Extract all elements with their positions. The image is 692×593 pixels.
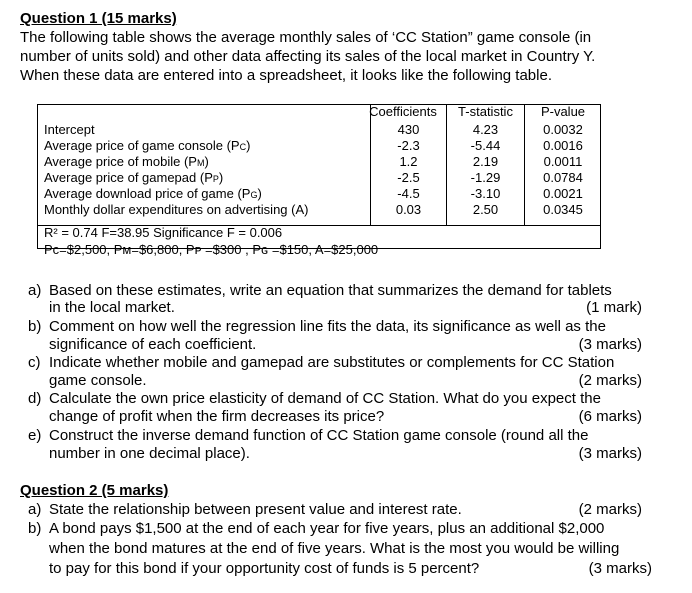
table-footer-values: Pᴄ=$2,500, Pᴍ=$6,800, Pᴘ =$300 , Pɢ =$150, A=$25,000 xyxy=(44,242,379,257)
item-marks: (3 marks) xyxy=(578,336,642,353)
question-1-intro xyxy=(20,28,660,85)
row-label: Intercept xyxy=(44,122,95,137)
regression-table xyxy=(37,104,601,257)
item-letter: a) xyxy=(28,501,42,518)
intro-line: When these data are entered into a spreadsheet, it looks like the following table. xyxy=(20,67,552,84)
item-text-line: Based on these estimates, write an equation that summarizes the demand for tablets xyxy=(49,282,612,299)
t-cell: 2.19 xyxy=(472,154,499,169)
question-2-item-b xyxy=(28,519,652,579)
question-1-item-e xyxy=(28,426,648,462)
t-cell: -1.29 xyxy=(470,170,501,185)
item-letter: c) xyxy=(28,354,41,371)
coef-cell: 430 xyxy=(397,122,420,137)
coef-cell: -2.3 xyxy=(397,138,420,153)
item-text-line: when the bond matures at the end of five years. What is the most you would be willing xyxy=(49,540,620,557)
item-letter: b) xyxy=(28,318,42,335)
p-cell: 0.0011 xyxy=(543,154,583,169)
header-coefficients: Coefficients xyxy=(369,104,437,119)
p-cell: 0.0345 xyxy=(543,202,583,217)
item-text-line: game console. xyxy=(49,372,147,389)
question-1-item-c xyxy=(28,353,648,389)
item-letter: d) xyxy=(28,390,42,407)
question-1-title: Question 1 (15 marks) xyxy=(20,10,177,27)
item-letter: e) xyxy=(28,427,42,444)
question-1-item-d xyxy=(28,389,648,425)
question-1-item-a xyxy=(28,281,648,317)
item-letter: b) xyxy=(28,520,42,537)
item-text-line: significance of each coefficient. xyxy=(49,336,257,353)
item-text-line: State the relationship between present value and interest rate. xyxy=(49,501,462,518)
intro-line: number of units sold) and other data affecting its sales of the local market in Country Y. xyxy=(20,48,596,65)
item-text-line: in the local market. xyxy=(49,299,175,316)
item-text-line: A bond pays $1,500 at the end of each year for five years, plus an additional $2,000 xyxy=(49,520,605,537)
item-text-line: change of profit when the firm decreases its price? xyxy=(49,408,385,425)
p-cell: 0.0021 xyxy=(543,186,583,201)
item-text-line: Comment on how well the regression line fits the data, its significance as well as the xyxy=(49,318,606,335)
t-cell: 2.50 xyxy=(472,202,499,217)
item-marks: (1 mark) xyxy=(586,299,642,316)
row-label: Monthly dollar expenditures on advertising (A) xyxy=(44,202,309,217)
t-cell: -3.10 xyxy=(470,186,501,201)
p-cell: 0.0032 xyxy=(543,122,583,137)
row-label: Average download price of game (PG) xyxy=(44,186,262,201)
item-marks: (2 marks) xyxy=(578,372,642,389)
coef-cell: 1.2 xyxy=(399,154,418,169)
item-text-line: Indicate whether mobile and gamepad are substitutes or complements for CC Station xyxy=(49,354,615,371)
item-text-line: Calculate the own price elasticity of demand of CC Station. What do you expect the xyxy=(49,390,601,407)
row-label: Average price of game console (PC) xyxy=(44,138,251,153)
item-marks: (3 marks) xyxy=(588,560,652,577)
row-label: Average price of gamepad (PP) xyxy=(44,170,224,185)
item-marks: (3 marks) xyxy=(578,445,642,462)
question-2-title: Question 2 (5 marks) xyxy=(20,482,169,499)
item-text-line: Construct the inverse demand function of CC Station game console (round all the xyxy=(49,427,589,444)
coef-cell: -4.5 xyxy=(397,186,420,201)
item-marks: (2 marks) xyxy=(578,501,642,518)
intro-line: The following table shows the average monthly sales of ‘CC Station” game console (in xyxy=(20,29,592,46)
row-label: Average price of mobile (PM) xyxy=(44,154,209,169)
p-cell: 0.0016 xyxy=(543,138,583,153)
item-text-line: number in one decimal place). xyxy=(49,445,250,462)
header-p-value: P-value xyxy=(540,104,586,119)
item-text-line: to pay for this bond if your opportunity cost of funds is 5 percent? xyxy=(49,560,480,577)
coef-cell: 0.03 xyxy=(395,202,422,217)
table-footer-r2: R² = 0.74 F=38.95 Significance F = 0.006 xyxy=(44,225,283,240)
header-t-statistic: T-statistic xyxy=(458,104,513,119)
p-cell: 0.0784 xyxy=(543,170,583,185)
coef-cell: -2.5 xyxy=(397,170,420,185)
question-2-item-a xyxy=(28,500,648,519)
t-cell: 4.23 xyxy=(472,122,499,137)
item-letter: a) xyxy=(28,282,42,299)
item-marks: (6 marks) xyxy=(578,408,642,425)
t-cell: -5.44 xyxy=(470,138,501,153)
question-1-item-b xyxy=(28,317,648,353)
